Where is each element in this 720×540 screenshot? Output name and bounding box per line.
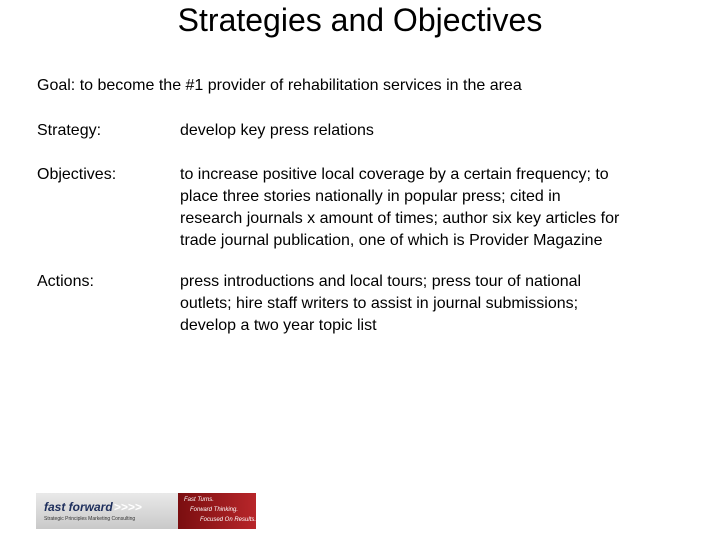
actions-line: develop a two year topic list [180, 317, 377, 334]
logo-brand [44, 501, 142, 513]
objectives-line: research journals x amount of times; author six key articles for [180, 210, 620, 227]
actions-line: press introductions and local tours; press tour of national [180, 273, 582, 290]
logo-tagline-3: Focused On Results. [200, 517, 257, 523]
logo-tagline-panel [178, 493, 256, 529]
logo-tagline-2: Forward Thinking. [190, 507, 239, 513]
logo-subtitle: Strategic Principles Marketing Consulting [44, 516, 136, 522]
objectives-line: place three stories nationally in popular press; cited in [180, 188, 561, 205]
strategy-line: develop key press relations [180, 122, 374, 139]
strategy-label: Strategy: [37, 122, 102, 139]
logo-tagline-1: Fast Turns. [184, 497, 214, 503]
strategy-text [180, 120, 690, 142]
logo-arrows: >>>> [113, 500, 142, 514]
objectives-line: trade journal publication, one of which is Provider Magazine [180, 232, 603, 249]
actions-label: Actions: [37, 273, 94, 290]
slide-title: Strategies and Objectives [177, 2, 543, 38]
logo-brand-panel [36, 493, 178, 529]
objectives-text [180, 164, 690, 252]
objectives-label: Objectives: [37, 166, 117, 183]
logo-brand-name: fast forward [44, 500, 113, 514]
actions-line: outlets; hire staff writers to assist in journal submissions; [180, 295, 579, 312]
goal-statement: Goal: to become the #1 provider of rehabilitation services in the area [37, 77, 522, 94]
objectives-line: to increase positive local coverage by a certain frequency; to [180, 166, 609, 183]
actions-text [180, 271, 690, 337]
company-logo [36, 493, 256, 529]
